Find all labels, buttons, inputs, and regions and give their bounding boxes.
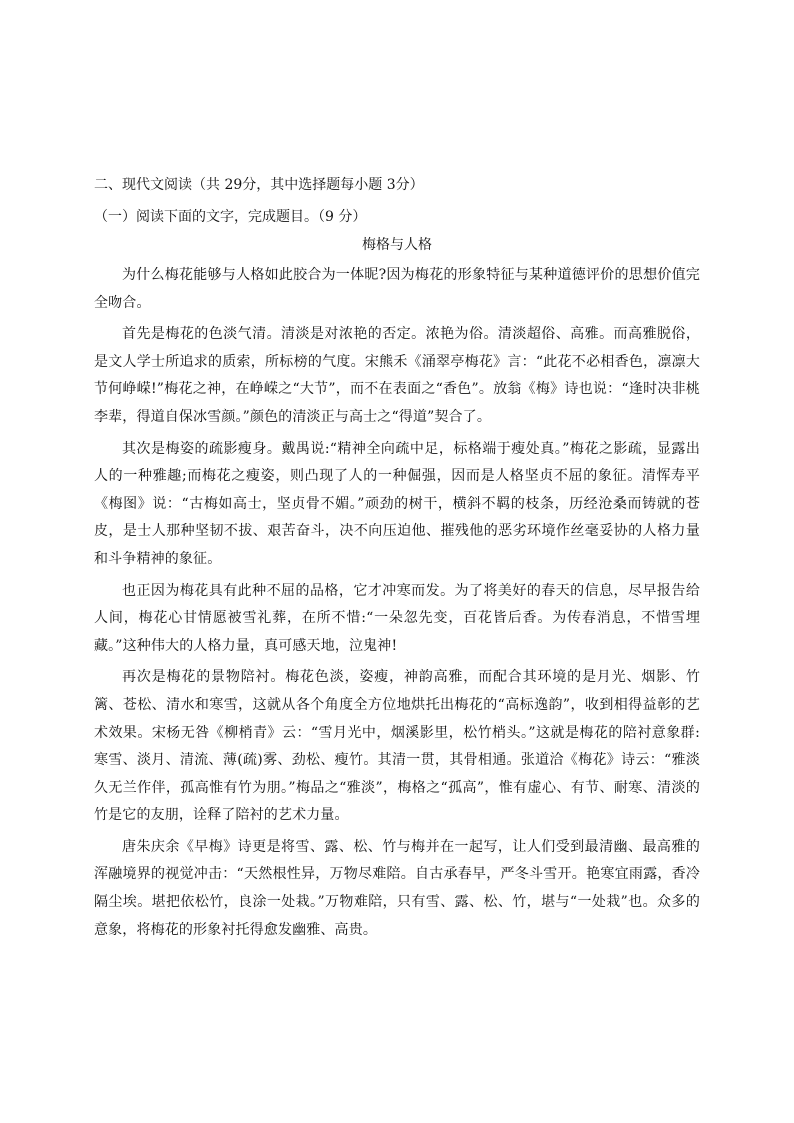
sub-heading: （一）阅读下面的文字，完成题目。（9 分） — [94, 209, 367, 225]
paragraph-5: 再次是梅花的景物陪衬。梅花色淡，姿瘦，神韵高雅，而配合其环境的是月光、烟影、竹篱、苍松、清水和寒雪，这就从各个角度全方位地烘托出梅花的“高标逸韵”，收到相得益彰的艺术效果。宋杨无咎《柳梢青》云：“雪月光中，烟溪影里，松竹梢头。”这就是梅花的陪衬意象群:寒雪、淡月、清流、薄(疏)雾、劲松、瘦竹。其清一贯，其骨相通。张道洽《梅花》诗云：“雅淡久无兰作伴，孤高惟有竹为朋。”梅品之“雅淡”，梅格之“孤高”，惟有虚心、有节、耐寒、清淡的竹是它的友朋，诠释了陪衬的艺术力量。 — [94, 669, 700, 824]
paragraph-6: 唐朱庆余《早梅》诗更是将雪、露、松、竹与梅并在一起写，让人们受到最清幽、最高雅的浑融境界的视觉冲击：“天然根性异，万物尽难陪。自古承春早，严冬斗雪开。艳寒宜雨露，香冷隔尘埃。堪把依松竹，良涂一处栽。”万物难陪，只有雪、露、松、竹，堪与“一处栽”也。众多的意象，将梅花的形象衬托得愈发幽雅、高贵。 — [94, 838, 700, 938]
section-heading: 二、现代文阅读（共 29分，其中选择题每小题 3分） — [94, 177, 424, 193]
paragraph-3: 其次是梅姿的疏影瘦身。戴禺说:“精神全向疏中足，标格端于瘦处真。”梅花之影疏，显露出人的一种雅趣;而梅花之瘦姿，则凸现了人的一种倔强，因而是人格坚贞不屈的象征。清恽寿平《梅图》说：“古梅如高士，坚贞骨不媚。”顽劲的树干，横斜不羁的枝条，历经沧桑而铸就的苍皮，是士人那种坚韧不拔、艰苦奋斗，决不向压迫他、摧残他的恶劣环境作丝毫妥协的人格力量和斗争精神的象征。 — [94, 440, 700, 567]
article-title: 梅格与人格 — [362, 237, 432, 253]
reading-section — [94, 174, 700, 948]
paragraph-2: 首先是梅花的色淡气清。清淡是对浓艳的否定。浓艳为俗。清淡超俗、高雅。而高雅脱俗，是文人学士所追求的质索，所标榜的气度。宋熊禾《涌翠亭梅花》言：“此花不必相香色，凛凛大节何峥嵘!”梅花之神，在峥嵘之“大节”，而不在表面之“香色”。放翁《梅》诗也说：“逢时决非桃李辈，得道自保冰雪颜。”颜色的清淡正与高士之“得道”契合了。 — [94, 326, 700, 425]
paragraph-4: 也正因为梅花具有此种不屈的品格，它才冲寒而发。为了将美好的春天的信息，尽早报告给人间，梅花心甘情愿被雪礼葬，在所不惜:“一朵忽先变，百花皆后香。为传春消息，不惜雪埋藏。”这种伟大的人格力量，真可感天地，泣鬼神! — [94, 582, 700, 654]
paragraph-1: 为什么梅花能够与人格如此胶合为一体昵?因为梅花的形象特征与某种道德评价的思想价值完全吻合。 — [94, 267, 700, 311]
